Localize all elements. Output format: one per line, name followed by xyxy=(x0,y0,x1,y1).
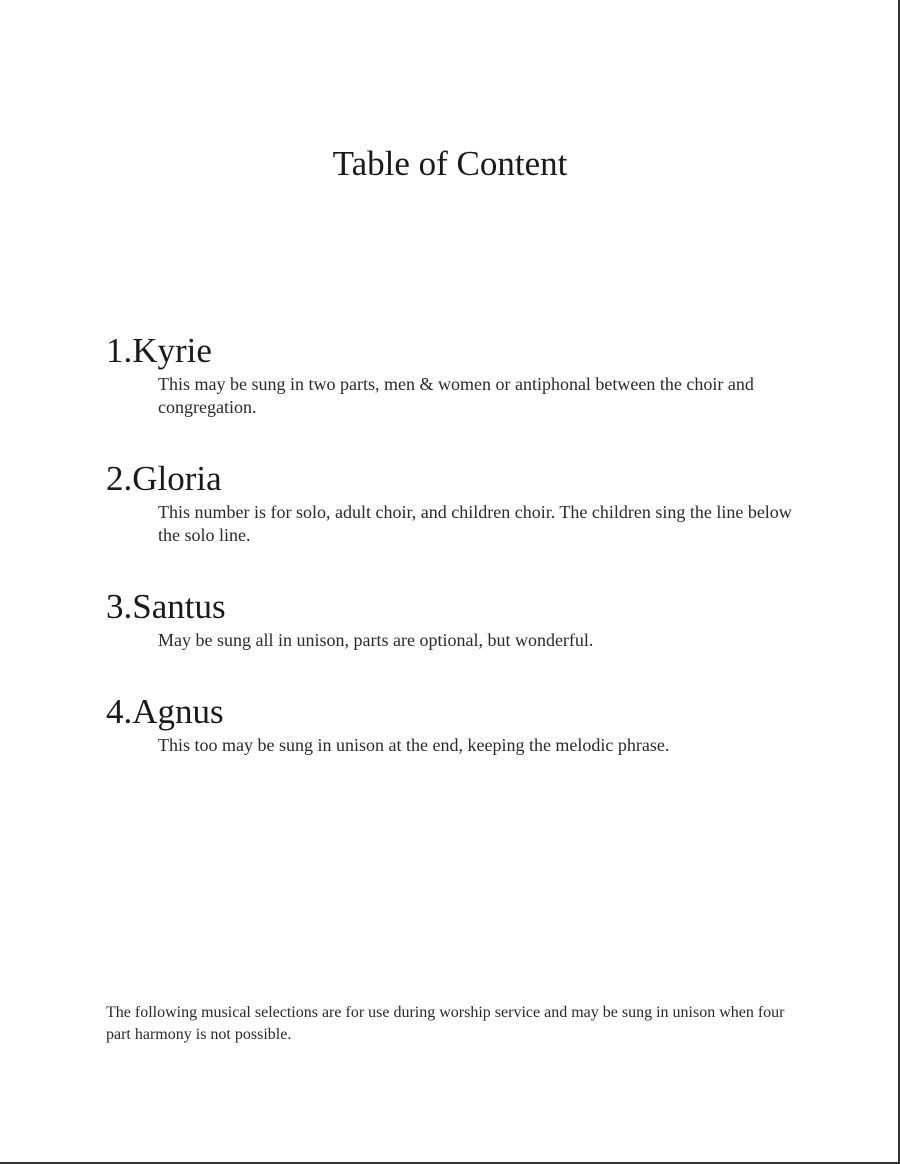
toc-entry-heading: 4.Agnus xyxy=(106,692,224,731)
toc-entry-description: May be sung all in unison, parts are optional, but wonderful. xyxy=(158,630,594,650)
toc-entry-description: This number is for solo, adult choir, and children choir. The children sing the line below the solo line. xyxy=(158,502,792,545)
toc-entry-agnus xyxy=(106,692,826,757)
toc-entry-description: This may be sung in two parts, men & women or antiphonal between the choir and congregation. xyxy=(158,374,754,417)
toc-entry-heading: 1.Kyrie xyxy=(106,331,212,370)
footnote: The following musical selections are for use during worship service and may be sung in unison when four part harmony is not possible. xyxy=(106,1004,785,1043)
toc-entry-kyrie xyxy=(106,331,826,419)
toc-entry-santus xyxy=(106,587,826,652)
toc-entry-gloria xyxy=(106,459,826,547)
page-title: Table of Content xyxy=(332,144,568,183)
toc-entry-heading: 3.Santus xyxy=(106,587,226,626)
toc-entry-description: This too may be sung in unison at the end, keeping the melodic phrase. xyxy=(158,735,670,755)
toc-entry-heading: 2.Gloria xyxy=(106,459,222,498)
